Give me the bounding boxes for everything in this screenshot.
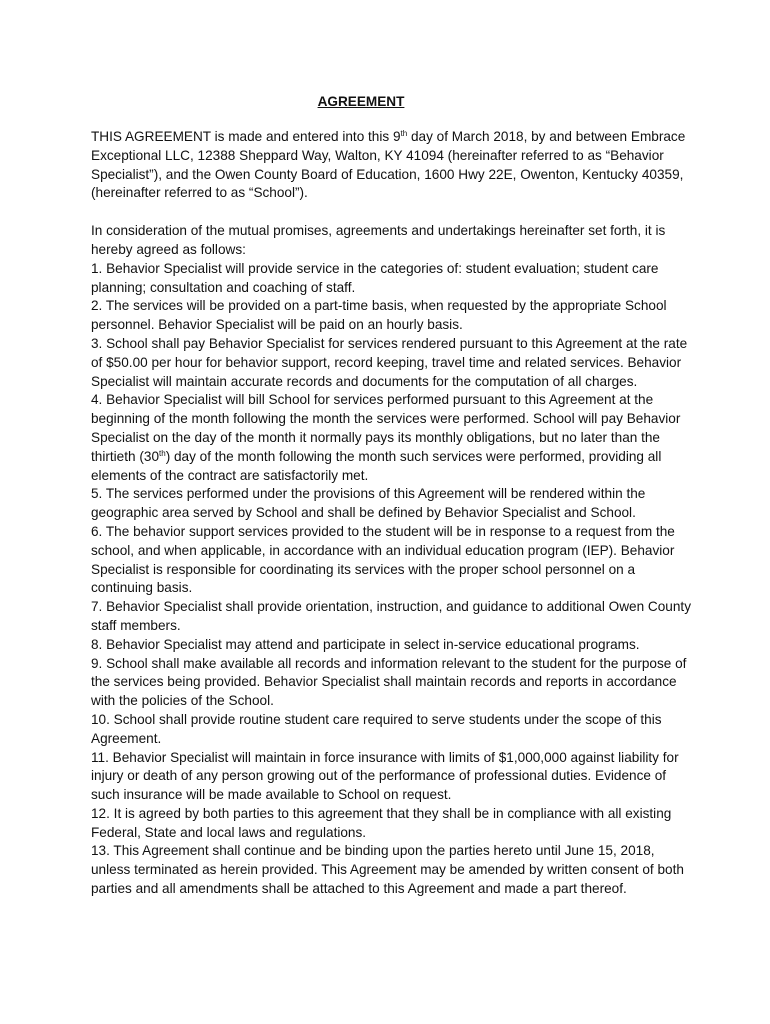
clause-4-ordinal-suffix: th xyxy=(159,448,166,458)
clause-8: 8. Behavior Specialist may attend and participate in select in-service educational programs. xyxy=(91,636,640,652)
intro-text-start: THIS AGREEMENT is made and entered into this 9 xyxy=(91,129,401,144)
clause-13: 13. This Agreement shall continue and be binding upon the parties hereto until June 15, 2018, unless terminated as herein provided. This Agreement may be amended by written consent of both parties and all amendments shall be attached to this Agreement and made a part thereof. xyxy=(91,843,684,897)
clause-5: 5. The services performed under the provisions of this Agreement will be rendered within the geographic area served by School and shall be defined by Behavior Specialist and School. xyxy=(91,486,646,521)
clause-4-text-end: ) day of the month following the month such services were performed, providing all elements of the contract are satisfactorily met. xyxy=(91,448,662,483)
clause-4-text-start: 4. Behavior Specialist will bill School for services performed pursuant to this Agreement at the beginning of the month following the month the services were performed. School will pay Behavior Specialist on the day of the month it normally pays its monthly obligations, but no later than the thirtieth (30 xyxy=(91,392,681,464)
clause-7: 7. Behavior Specialist shall provide orientation, instruction, and guidance to additional Owen County staff members. xyxy=(91,599,691,633)
clause-1: 1. Behavior Specialist will provide service in the categories of: student evaluation; student care planning; consultation and coaching of staff. xyxy=(91,260,659,295)
clause-2: 2. The services will be provided on a part-time basis, when requested by the appropriate School personnel. Behavior Specialist will be paid on an hourly basis. xyxy=(91,298,667,333)
clause-9: 9. School shall make available all records and information relevant to the student for the purpose of the services being provided. Behavior Specialist shall maintain records and reports in accordance with the policies of the School. xyxy=(91,655,687,709)
clause-6: 6. The behavior support services provided to the student will be in response to a request from the school, and when applicable, in accordance with an individual education program (IEP). Behavior Specialist is responsible for coordinating its services with the proper school personnel on a continuing basis. xyxy=(91,523,675,596)
clause-10: 10. School shall provide routine student care required to serve students under the scope of this Agreement. xyxy=(91,711,662,746)
clause-11: 11. Behavior Specialist will maintain in force insurance with limits of $1,000,000 against liability for injury or death of any person growing out of the performance of professional duties. Evidence of such insurance will be made available to School on request. xyxy=(91,749,679,803)
intro-text-end: day of March 2018, by and between Embrace Exceptional LLC, 12388 Sheppard Way, Walton, KY 41094 (hereinafter referred to as “Behavior Specialist”), and the Owen County Board of Education, 1600 Hwy 22E, Owenton, Kentucky 40359, (hereinafter referred to as “School”). xyxy=(91,129,686,201)
intro-ordinal-suffix: th xyxy=(400,129,408,138)
document-body xyxy=(91,128,691,899)
clause-4 xyxy=(91,391,691,485)
document-title: AGREEMENT xyxy=(317,94,405,109)
clause-3: 3. School shall pay Behavior Specialist for services rendered pursuant to this Agreement at the rate of $50.00 per hour for behavior support, record keeping, travel time and related services. Behavior Specialist will maintain accurate records and documents for the computation of all charges. xyxy=(91,335,688,389)
clause-12: 12. It is agreed by both parties to this agreement that they shall be in compliance with all existing Federal, State and local laws and regulations. xyxy=(91,805,672,840)
consideration-paragraph: In consideration of the mutual promises, agreements and undertakings hereinafter set forth, it is hereby agreed as follows: xyxy=(91,223,666,257)
intro-paragraph xyxy=(91,128,691,203)
